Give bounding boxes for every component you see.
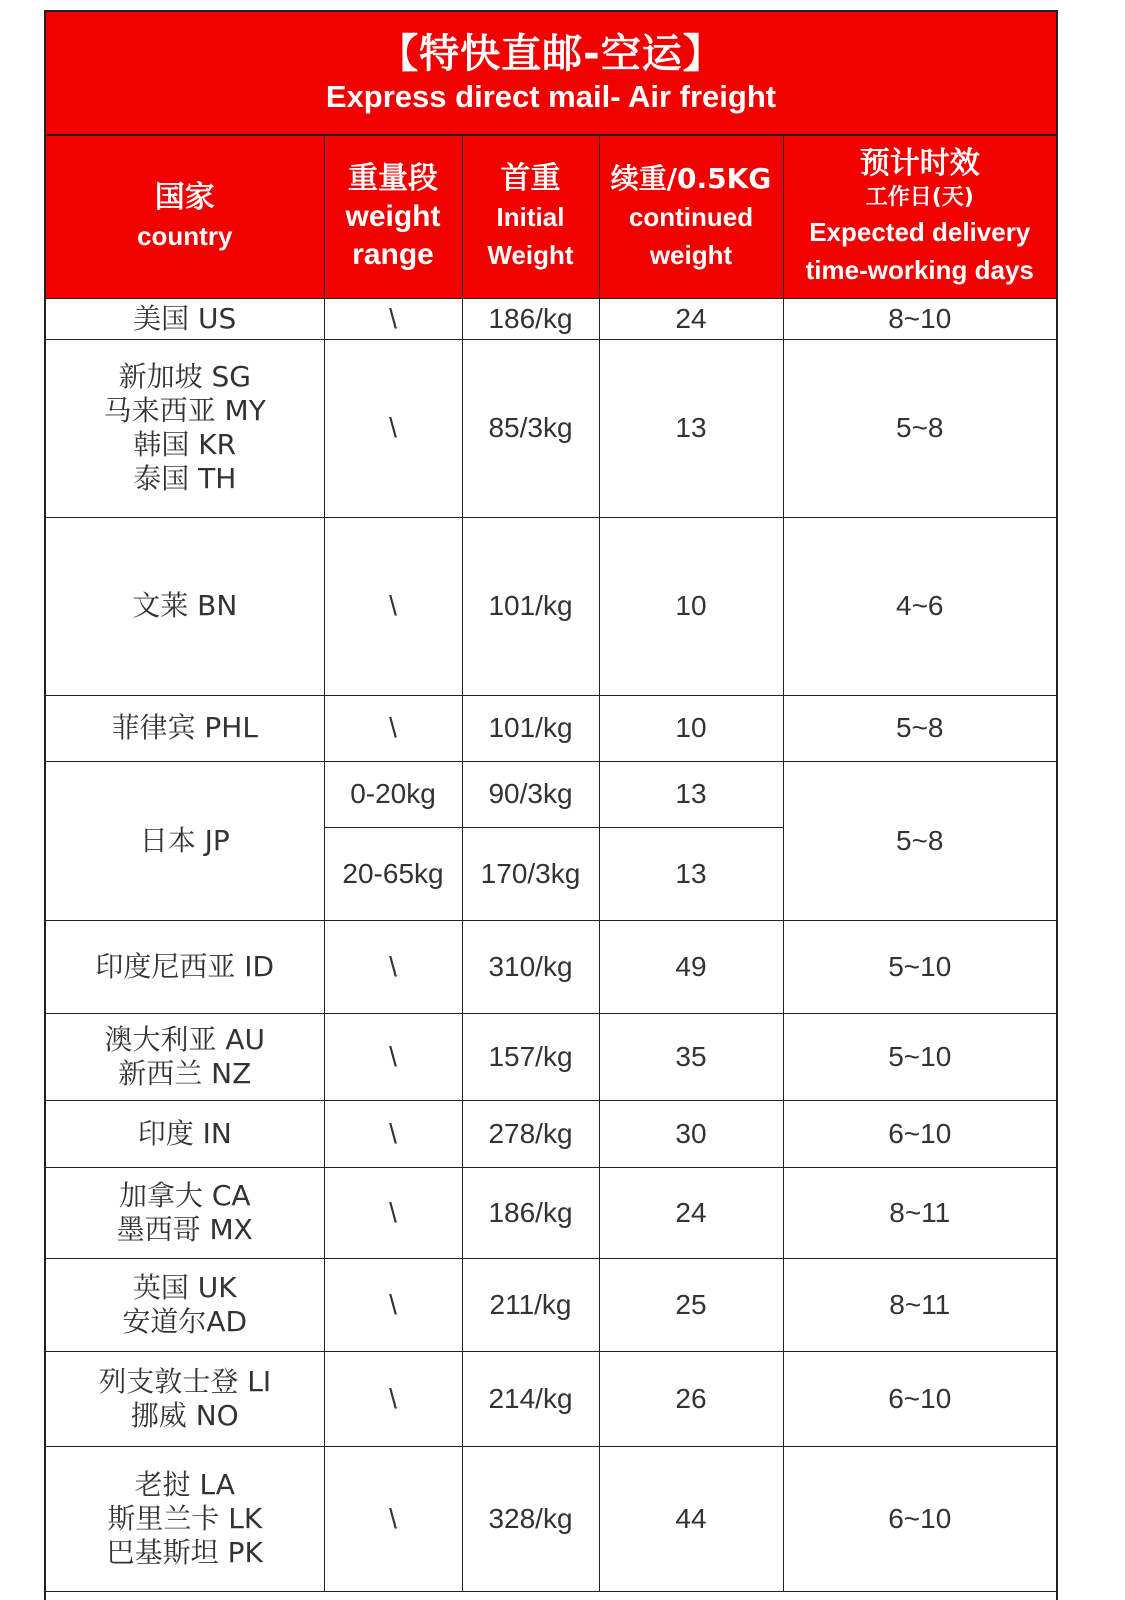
initial-weight-cell: 85/3kg [462, 339, 599, 517]
table-row [46, 1258, 1056, 1351]
initial-weight-cell: 157/kg [462, 1013, 599, 1100]
delivery-days-cell: 5~10 [783, 920, 1056, 1013]
continued-weight-cell: 49 [599, 920, 783, 1013]
delivery-days-cell: 8~11 [783, 1167, 1056, 1258]
table-row [46, 339, 1056, 517]
weight-range-cell: \ [324, 1013, 462, 1100]
table-row [46, 1351, 1056, 1446]
continued-weight-cell: 13 [599, 339, 783, 517]
country-cell: 文莱 BN [46, 517, 324, 695]
weight-range-cell: \ [324, 517, 462, 695]
header-country: 国家 country [46, 136, 324, 298]
continued-weight-cell: 35 [599, 1013, 783, 1100]
weight-range-cell: \ [324, 1446, 462, 1591]
country-cell: 老挝 LA 斯里兰卡 LK 巴基斯坦 PK [46, 1446, 324, 1591]
continued-weight-cell: 13 [599, 761, 783, 827]
continued-weight-cell: 24 [599, 298, 783, 339]
continued-weight-cell: 25 [599, 1258, 783, 1351]
weight-range-cell: 0-20kg [324, 761, 462, 827]
rate-table [46, 136, 1056, 1592]
table-row [46, 1013, 1056, 1100]
country-cell: 美国 US [46, 298, 324, 339]
weight-range-cell: \ [324, 1258, 462, 1351]
initial-weight-cell: 211/kg [462, 1258, 599, 1351]
country-cell: 澳大利亚 AU 新西兰 NZ [46, 1013, 324, 1100]
title-english: Express direct mail- Air freight [325, 79, 777, 114]
initial-weight-cell: 170/3kg [462, 827, 599, 920]
initial-weight-cell: 278/kg [462, 1100, 599, 1167]
delivery-days-cell: 8~10 [783, 298, 1056, 339]
continued-weight-cell: 30 [599, 1100, 783, 1167]
initial-weight-cell: 101/kg [462, 517, 599, 695]
country-cell: 新加坡 SG 马来西亚 MY 韩国 KR 泰国 TH [46, 339, 324, 517]
delivery-days-cell: 5~10 [783, 1013, 1056, 1100]
initial-weight-cell: 328/kg [462, 1446, 599, 1591]
country-cell: 印度尼西亚 ID [46, 920, 324, 1013]
header-delivery-time: 预计时效 工作日(天) Expected delivery time-working days [783, 136, 1056, 298]
title-banner [46, 12, 1056, 136]
delivery-days-cell: 5~8 [783, 761, 1056, 920]
weight-range-cell: \ [324, 1351, 462, 1446]
initial-weight-cell: 310/kg [462, 920, 599, 1013]
table-row [46, 1100, 1056, 1167]
table-row [46, 1446, 1056, 1591]
weight-range-cell: \ [324, 920, 462, 1013]
weight-range-cell: \ [324, 298, 462, 339]
delivery-days-cell: 8~11 [783, 1258, 1056, 1351]
continued-weight-cell: 10 [599, 517, 783, 695]
table-row [46, 298, 1056, 339]
continued-weight-cell: 13 [599, 827, 783, 920]
delivery-days-cell: 6~10 [783, 1100, 1056, 1167]
initial-weight-cell: 186/kg [462, 1167, 599, 1258]
weight-range-cell: \ [324, 695, 462, 761]
weight-range-cell: \ [324, 1167, 462, 1258]
country-cell: 英国 UK 安道尔AD [46, 1258, 324, 1351]
header-initial-weight: 首重 Initial Weight [462, 136, 599, 298]
country-cell: 列支敦士登 LI 挪威 NO [46, 1351, 324, 1446]
rate-sheet [44, 10, 1058, 1600]
weight-range-cell: \ [324, 339, 462, 517]
continued-weight-cell: 44 [599, 1446, 783, 1591]
delivery-days-cell: 6~10 [783, 1351, 1056, 1446]
header-weight-range: 重量段 weight range [324, 136, 462, 298]
delivery-days-cell: 5~8 [783, 695, 1056, 761]
country-cell: 日本 JP [46, 761, 324, 920]
country-cell: 印度 IN [46, 1100, 324, 1167]
continued-weight-cell: 10 [599, 695, 783, 761]
table-row [46, 1167, 1056, 1258]
header-continued-weight: 续重/0.5KG continued weight [599, 136, 783, 298]
country-cell: 加拿大 CA 墨西哥 MX [46, 1167, 324, 1258]
country-cell: 菲律宾 PHL [46, 695, 324, 761]
title-chinese: 【特快直邮-空运】 [378, 31, 724, 77]
table-row [46, 517, 1056, 695]
initial-weight-cell: 101/kg [462, 695, 599, 761]
table-row [46, 695, 1056, 761]
weight-range-cell: 20-65kg [324, 827, 462, 920]
initial-weight-cell: 186/kg [462, 298, 599, 339]
delivery-days-cell: 5~8 [783, 339, 1056, 517]
continued-weight-cell: 26 [599, 1351, 783, 1446]
weight-range-cell: \ [324, 1100, 462, 1167]
table-row [46, 761, 1056, 827]
delivery-days-cell: 4~6 [783, 517, 1056, 695]
initial-weight-cell: 90/3kg [462, 761, 599, 827]
delivery-days-cell: 6~10 [783, 1446, 1056, 1591]
continued-weight-cell: 24 [599, 1167, 783, 1258]
table-row [46, 920, 1056, 1013]
header-row [46, 136, 1056, 298]
initial-weight-cell: 214/kg [462, 1351, 599, 1446]
